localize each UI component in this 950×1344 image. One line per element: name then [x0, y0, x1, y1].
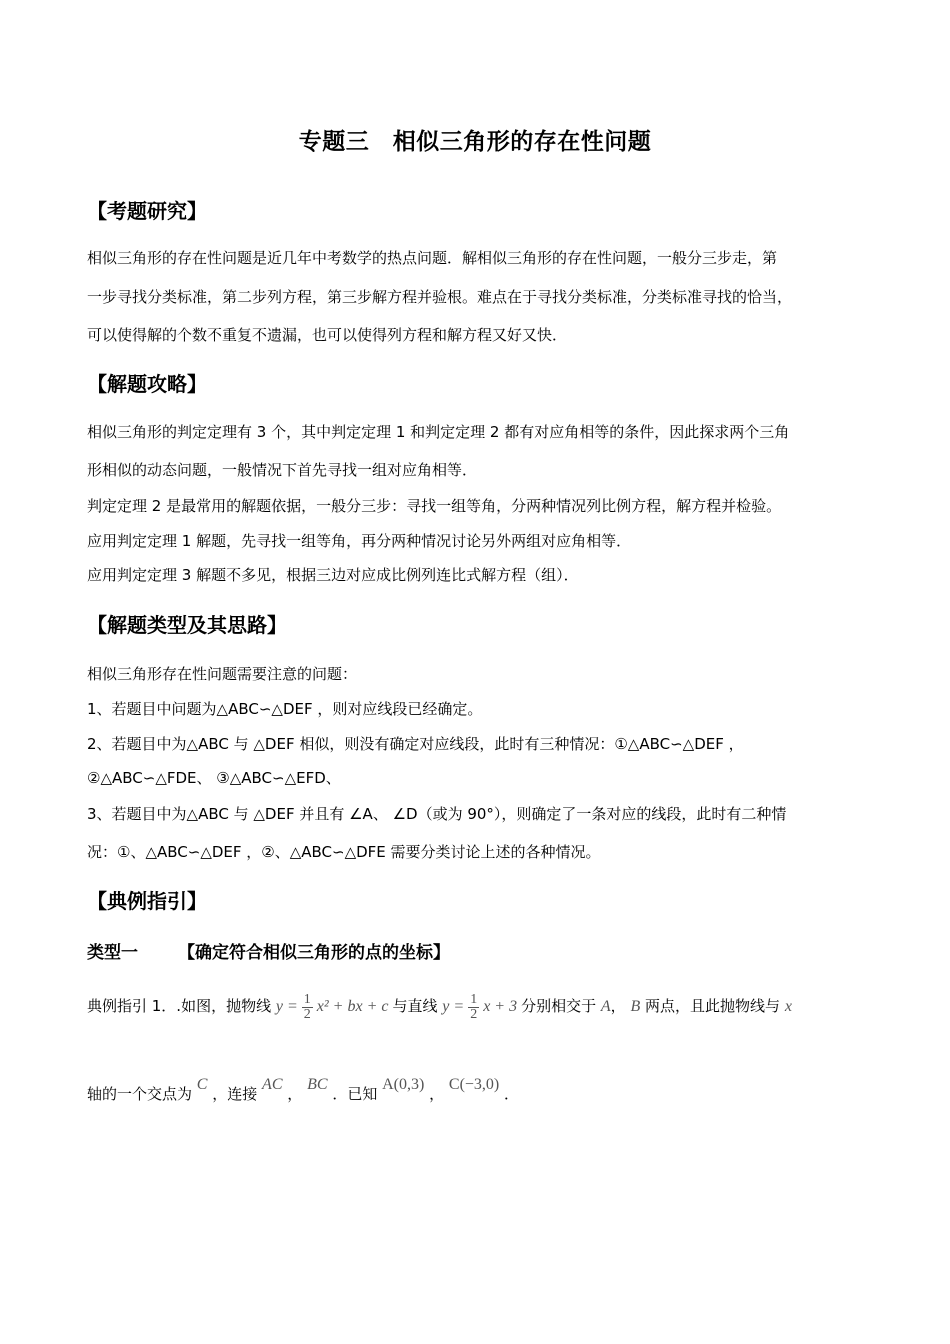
text-two-points: 两点，且此抛物线与 [645, 997, 781, 1015]
coord-a: A(0,3) [382, 1076, 425, 1093]
text-intersect: 分别相交于 [521, 997, 597, 1015]
example-1-line-1 [87, 984, 792, 1029]
types-line-5: 3、若题目中为△ABC 与 △DEF 并且有 ∠A、 ∠D（或为 90°），则确定了一条对应的线段，此时有二种情 [87, 805, 787, 823]
section-heading-strategy: 【解题攻略】 [87, 372, 207, 396]
page-title: 专题三 相似三角形的存在性问题 [298, 129, 652, 155]
period: ． [504, 1085, 520, 1103]
text-axis-intersection: 轴的一个交点为 [87, 1085, 193, 1103]
types-line-3: 2、若题目中为△ABC 与 △DEF 相似，则没有确定对应线段，此时有三种情况：①△ABC∽△DEF ， [87, 735, 744, 753]
text-connect: ，连接 [212, 1085, 258, 1103]
text-known: ．已知 [332, 1085, 378, 1103]
point-b: B [630, 998, 641, 1015]
type-label: 类型一 [87, 943, 138, 963]
types-line-1: 相似三角形存在性问题需要注意的问题： [87, 665, 358, 683]
comma: ， [429, 1085, 445, 1103]
types-line-2: 1、若题目中问题为△ABC∽△DEF ，则对应线段已经确定。 [87, 700, 483, 718]
strategy-line-2: 形相似的动态问题，一般情况下首先寻找一组对应角相等． [87, 461, 478, 479]
segment-ac: AC [262, 1076, 283, 1093]
research-line-1: 相似三角形的存在性问题是近几年中考数学的热点问题．解相似三角形的存在性问题，一般分三步走，第 [87, 249, 778, 267]
research-line-3: 可以使得解的个数不重复不遗漏，也可以使得列方程和解方程又好又快． [87, 326, 568, 344]
line-equation: y = $\frac{1}{2}$ x + 3 [442, 991, 518, 1022]
research-line-2: 一步寻找分类标准，第二步列方程，第三步解方程并验根。难点在于寻找分类标准，分类标准寻找的恰当， [87, 288, 793, 306]
types-line-6: 况：①、△ABC∽△DEF ，②、△ABC∽△DFE 需要分类讨论上述的各种情况。 [87, 843, 601, 861]
strategy-line-4: 应用判定定理 1 解题，先寻找一组等角，再分两种情况讨论另外两组对应角相等． [87, 532, 632, 550]
variable-x: x [784, 998, 792, 1015]
strategy-line-5: 应用判定定理 3 解题不多见，根据三边对应成比例列连比式解方程（组）． [87, 566, 579, 584]
segment-bc: BC [307, 1076, 328, 1093]
type-one-line [87, 938, 450, 963]
section-heading-research: 【考题研究】 [87, 199, 207, 223]
parabola-equation: y = $\frac{1}{2}$ x² + bx + c [275, 991, 389, 1022]
coord-c: C(−3,0) [448, 1076, 500, 1093]
point-c: C [196, 1076, 208, 1093]
text-and-line: 与直线 [392, 997, 438, 1015]
example-lead: 典例指引 1．.如图，抛物线 [87, 997, 272, 1015]
strategy-line-1: 相似三角形的判定定理有 3 个，其中判定定理 1 和判定定理 2 都有对应角相等的条件，因此探求两个三角 [87, 423, 790, 441]
type-title: 【确定符合相似三角形的点的坐标】 [178, 943, 450, 963]
section-heading-types: 【解题类型及其思路】 [87, 613, 287, 637]
point-a: A [600, 998, 611, 1015]
types-line-4: ②△ABC∽△FDE、 ③△ABC∽△EFD、 [87, 769, 341, 787]
comma: ， [287, 1085, 303, 1103]
strategy-line-3: 判定定理 2 是最常用的解题依据，一般分三步：寻找一组等角，分两种情况列比例方程，解方程并检验。 [87, 497, 782, 515]
section-heading-examples: 【典例指引】 [87, 889, 207, 913]
comma: ， [610, 997, 626, 1015]
example-1-line-2 [87, 1074, 519, 1115]
